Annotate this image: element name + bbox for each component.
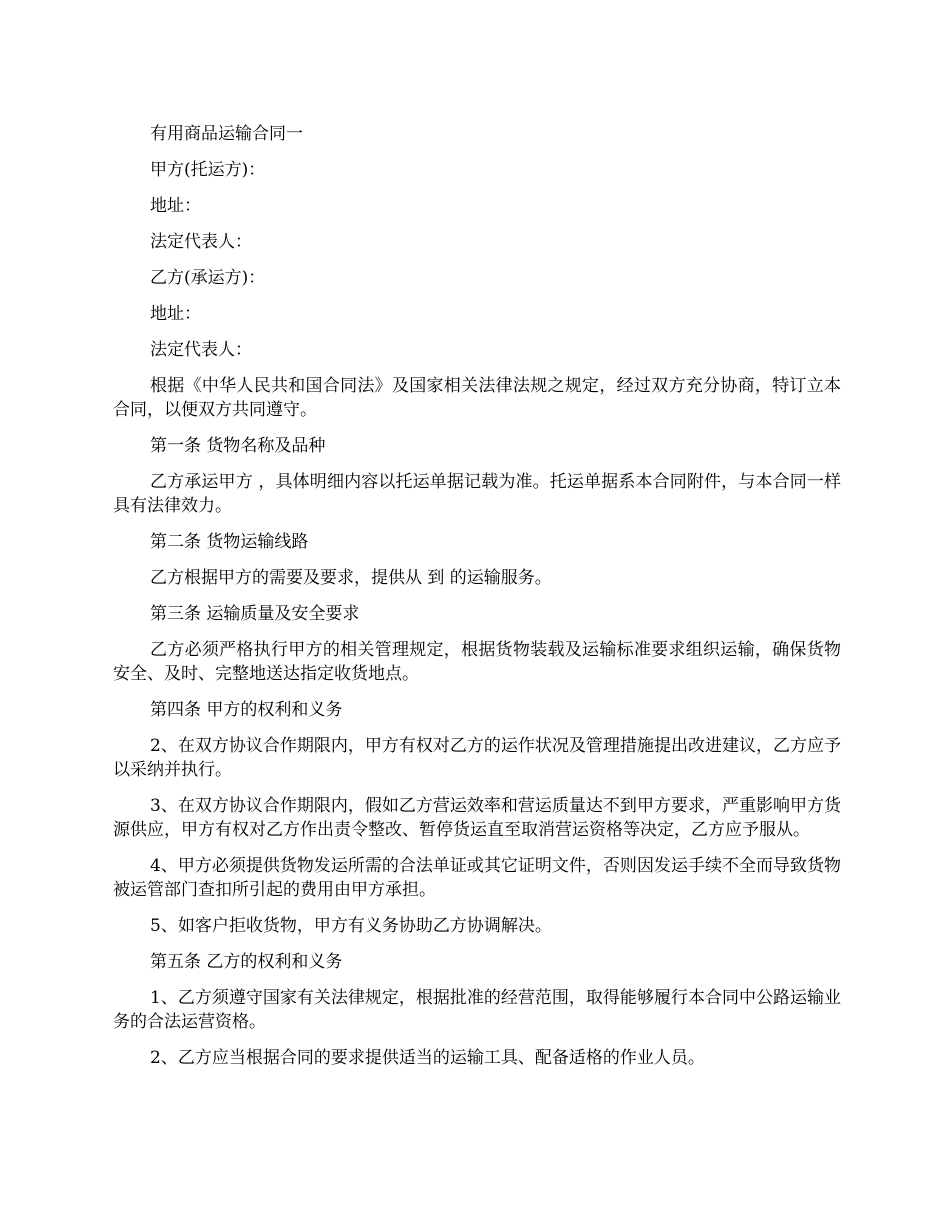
article-1-heading: 第一条 货物名称及品种 (150, 436, 326, 456)
party-b-representative: 法定代表人： (150, 340, 252, 360)
document-page (113, 122, 841, 1082)
article-4-heading: 第四条 甲方的权利和义务 (150, 700, 343, 720)
article-4-clause-3: 3、在双方协议合作期限内，假如乙方营运效率和营运质量达不到甲方要求，严重影响甲方货源供应，甲方有权对乙方作出责令整改、暂停货运直至取消营运资格等决定，乙方应予服从。 (113, 796, 841, 840)
preamble-paragraph: 根据《中华人民共和国合同法》及国家相关法律法规之规定，经过双方充分协商，特订立本合同，以便双方共同遵守。 (113, 376, 841, 420)
article-3-heading: 第三条 运输质量及安全要求 (150, 604, 360, 624)
party-b-address: 地址： (150, 304, 201, 324)
article-4-clause-4: 4、甲方必须提供货物发运所需的合法单证或其它证明文件，否则因发运手续不全而导致货物被运管部门查扣所引起的费用由甲方承担。 (113, 856, 841, 900)
party-a-representative: 法定代表人： (150, 232, 252, 252)
article-4-clause-5: 5、如客户拒收货物，甲方有义务协助乙方协调解决。 (150, 916, 552, 936)
article-5-clause-1: 1、乙方须遵守国家有关法律规定，根据批准的经营范围，取得能够履行本合同中公路运输业务的合法运营资格。 (113, 988, 841, 1032)
party-a-label: 甲方(托运方)： (150, 160, 266, 180)
document-title: 有用商品运输合同一 (150, 124, 303, 144)
article-3-body: 乙方必须严格执行甲方的相关管理规定，根据货物装载及运输标准要求组织运输，确保货物安全、及时、完整地送达指定收货地点。 (113, 640, 841, 684)
article-5-heading: 第五条 乙方的权利和义务 (150, 952, 343, 972)
article-2-heading: 第二条 货物运输线路 (150, 532, 309, 552)
article-5-clause-2: 2、乙方应当根据合同的要求提供适当的运输工具、配备适格的作业人员。 (150, 1048, 705, 1068)
article-1-body: 乙方承运甲方 ，具体明细内容以托运单据记载为准。托运单据系本合同附件，与本合同一样具有法律效力。 (113, 472, 841, 516)
article-2-body: 乙方根据甲方的需要及要求，提供从 到 的运输服务。 (150, 568, 552, 588)
party-b-label: 乙方(承运方)： (150, 268, 266, 288)
party-a-address: 地址： (150, 196, 201, 216)
article-4-clause-2: 2、在双方协议合作期限内，甲方有权对乙方的运作状况及管理措施提出改进建议，乙方应予以采纳并执行。 (113, 736, 841, 780)
